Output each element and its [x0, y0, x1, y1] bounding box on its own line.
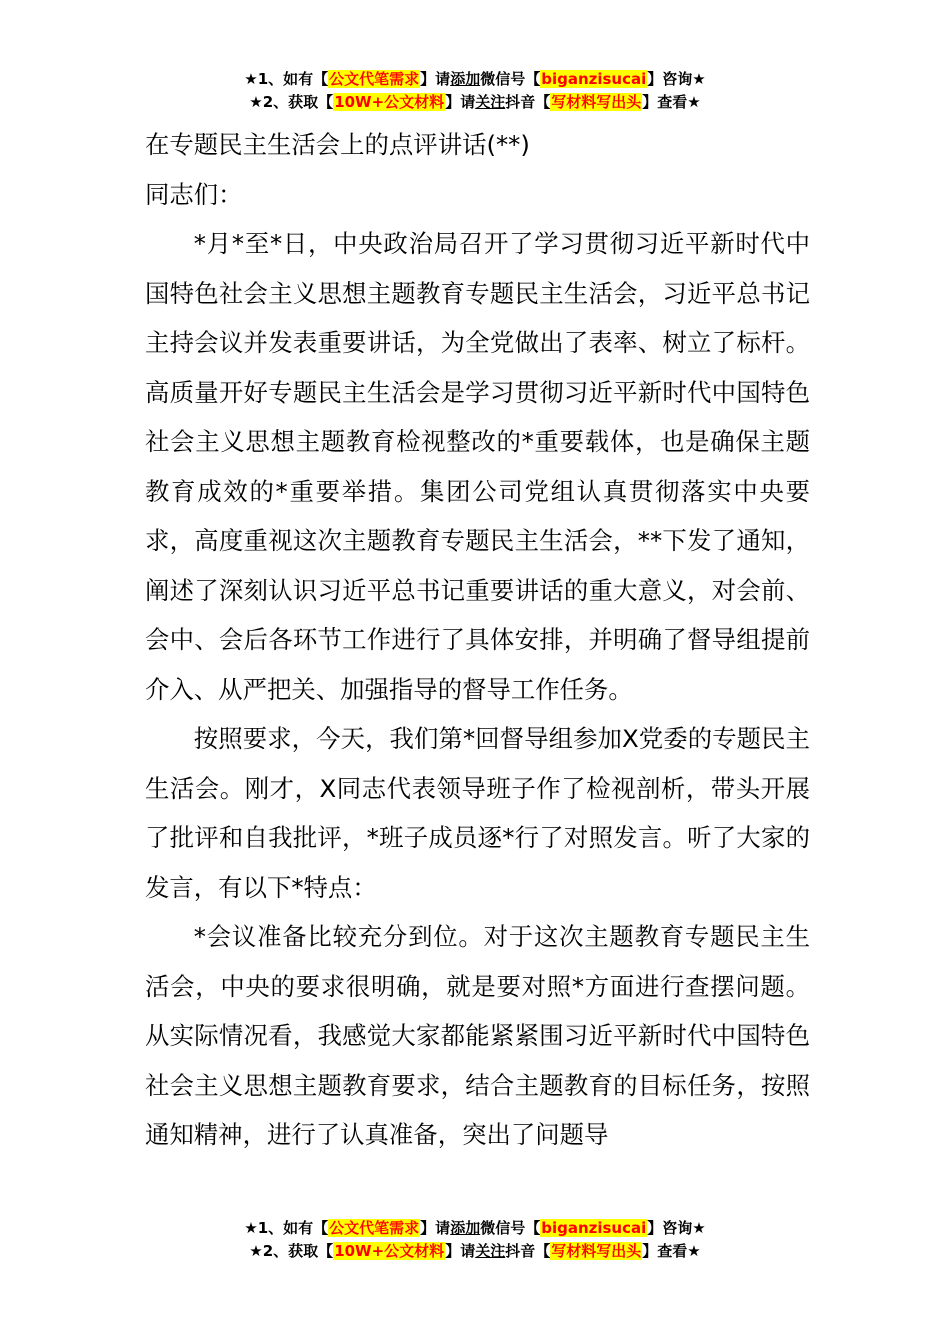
paragraph-1: *月*至*日，中央政治局召开了学习贯彻习近平新时代中国特色社会主义思想主题教育专题民主生活会，习近平总书记主持会议并发表重要讲话，为全党做出了表率、树立了标杆。高质量开好专题民主生活会是学习贯彻习近平新时代中国特色社会主义思想主题教育检视整改的*重要载体，也是确保主题教育成效的*重要举措。集团公司党组认真贯彻落实中央要求，高度重视这次主题教育专题民主生活会，**下发了通知，阐述了深刻认识习近平总书记重要讲话的重大意义，对会前、会中、会后各环节工作进行了具体安排，并明确了督导组提前介入、从严把关、加强指导的督导工作任务。 [145, 229, 810, 704]
highlight-service: 公文代笔需求 [329, 1219, 420, 1237]
footer-line-1: ★1、如有【公文代笔需求】请添加微信号【biganzisucai】咨询★ [244, 1219, 706, 1237]
document-title: 在专题民主生活会上的点评讲话(**) [145, 130, 530, 159]
greeting: 同志们： [145, 179, 243, 209]
banner-line-2: ★2、获取【10W+公文材料】请关注抖音【写材料写出头】查看★ [249, 93, 701, 111]
highlight-service: 公文代笔需求 [329, 70, 420, 88]
paragraph-2: 按照要求，今天，我们第*回督导组参加X党委的专题民主生活会。刚才，X同志代表领导班子作了检视剖析，带头开展了批评和自我批评，*班子成员逐*行了对照发言。听了大家的发言，有以下*特点： [145, 724, 810, 902]
highlight-wechat-id: biganzisucai [541, 70, 647, 88]
highlight-douyin-account: 写材料写出头 [551, 1242, 642, 1260]
header-banner [0, 68, 950, 114]
banner-line-1: ★1、如有【公文代笔需求】请添加微信号【biganzisucai】咨询★ [244, 70, 706, 88]
highlight-materials: 10W+公文材料 [334, 93, 445, 111]
document-body [145, 120, 810, 1160]
highlight-wechat-id: biganzisucai [541, 1219, 647, 1237]
footer-banner [0, 1217, 950, 1263]
highlight-materials: 10W+公文材料 [334, 1242, 445, 1260]
paragraph-3: *会议准备比较充分到位。对于这次主题教育专题民主生活会，中央的要求很明确，就是要对照*方面进行查摆问题。从实际情况看，我感觉大家都能紧紧围习近平新时代中国特色社会主义思想主题教育要求，结合主题教育的目标任务，按照通知精神，进行了认真准备，突出了问题导 [145, 922, 810, 1149]
footer-line-2: ★2、获取【10W+公文材料】请关注抖音【写材料写出头】查看★ [249, 1242, 701, 1260]
highlight-douyin-account: 写材料写出头 [551, 93, 642, 111]
